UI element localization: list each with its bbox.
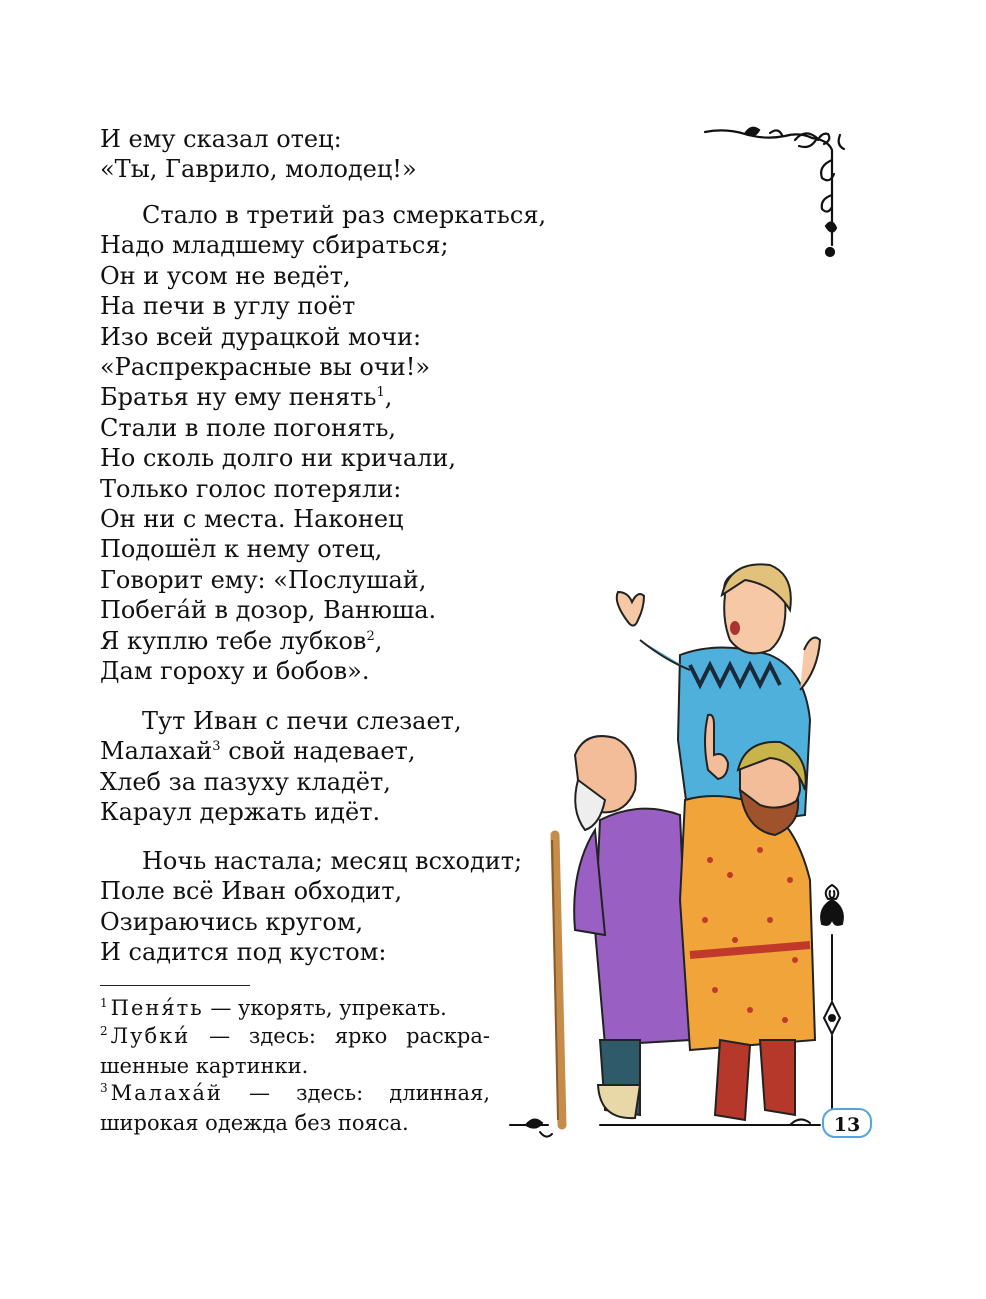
poem-line: Дам гороху и бобов».	[100, 657, 370, 686]
poem-line-text: Братья ну ему пенять	[100, 383, 377, 412]
three-brothers-illustration	[552, 564, 820, 1125]
page-number: 13	[822, 1108, 872, 1138]
corner-ornament-icon	[705, 128, 844, 256]
poem-line: На печи в углу поёт	[100, 292, 356, 321]
poem-line: Караул держать идёт.	[100, 798, 381, 827]
poem-line: Но сколь долго ни кричали,	[100, 444, 456, 473]
poem-line: Надо младшему сбираться;	[100, 231, 449, 260]
footnote-term: Пеня́ть	[110, 996, 204, 1020]
poem-line: Побегáй в дозор, Ванюша.	[100, 596, 437, 625]
bottom-ornament-icon	[510, 1119, 820, 1136]
footnote-ref: 1	[376, 385, 385, 401]
punctuation: ,	[374, 626, 383, 655]
poem-line: И садится под кустом:	[100, 938, 387, 967]
footnote-ref: 3	[212, 739, 221, 755]
footnote-ref: 2	[366, 628, 375, 644]
footnote-text: — здесь: длинная,	[222, 1081, 490, 1105]
poem-line: Хлеб за пазуху кладёт,	[100, 767, 391, 796]
poem-line: Тут Иван с печи слезает,	[142, 707, 462, 735]
footnote-term: Малаха́й	[110, 1081, 223, 1105]
poem-line: Изо всей дурацкой мочи:	[100, 322, 422, 351]
side-ornament-icon	[821, 885, 843, 1110]
poem-line: И ему сказал отец:	[100, 125, 342, 153]
footnote-term: Лубки́	[110, 1024, 191, 1048]
footnote-number: 2	[100, 1024, 108, 1038]
poem-line: Только голос потеряли:	[100, 474, 402, 503]
punctuation: ,	[384, 383, 393, 412]
poem-line: Подошёл к нему отец,	[100, 535, 383, 564]
poem-line-text: Я куплю тебе лубков	[100, 626, 367, 655]
footnote-text: — укорять, упрекать.	[203, 996, 447, 1020]
poem-line: Говорит ему: «Послушай,	[100, 565, 427, 594]
footnote-text: — здесь: ярко раскра-	[190, 1024, 490, 1048]
poem-line: Ночь настала; месяц всходит;	[142, 847, 523, 875]
poem-line-text: свой надевает,	[228, 737, 416, 766]
footnote-text: широкая одежда без пояса.	[100, 1111, 409, 1135]
poem-line: Поле всё Иван обходит,	[100, 877, 403, 906]
footnote-number: 3	[100, 1081, 108, 1095]
poem-line-text: Малахай	[100, 737, 213, 766]
poem-line: Он и усом не ведёт,	[100, 261, 351, 290]
poem-line: Озираючись кругом,	[100, 907, 364, 936]
poem-line: «Ты, Гаврило, молодец!»	[100, 155, 417, 184]
footnote-text: шенные картинки.	[100, 1054, 309, 1078]
poem-line: Он ни с места. Наконец	[100, 505, 404, 534]
poem-line: Стало в третий раз смеркаться,	[142, 201, 547, 229]
poem-line: «Распрекрасные вы очи!»	[100, 353, 431, 382]
footnote-number: 1	[100, 996, 108, 1010]
poem-line: Стали в поле погонять,	[100, 413, 397, 442]
